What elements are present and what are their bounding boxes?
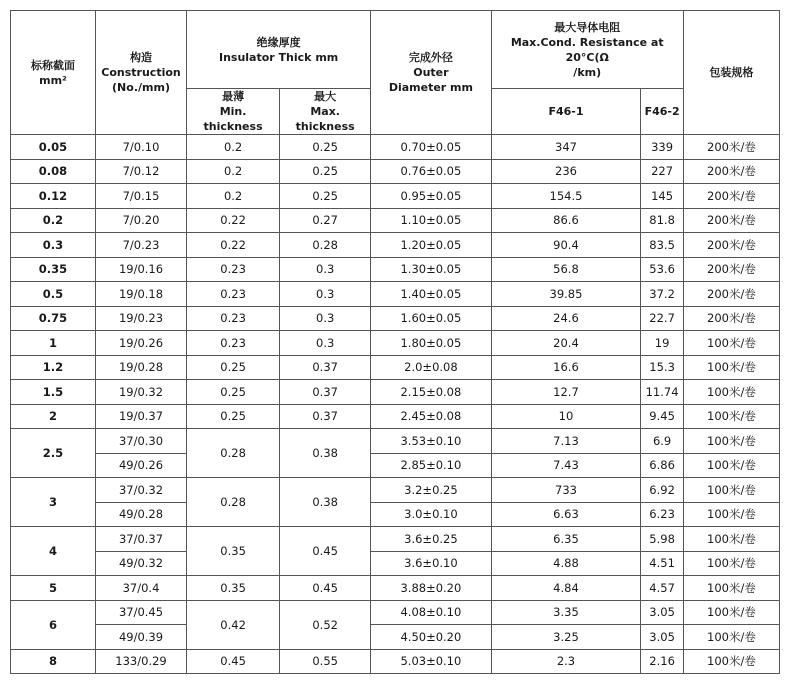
cell-f46-1: 3.25 bbox=[491, 625, 641, 650]
cell-f46-1: 6.35 bbox=[491, 527, 641, 552]
cell-construction: 19/0.18 bbox=[95, 282, 186, 307]
header-construction-en: Construction bbox=[101, 66, 181, 79]
table-row bbox=[11, 576, 780, 601]
cell-f46-2: 6.92 bbox=[641, 478, 683, 503]
cell-packing: 100米/卷 bbox=[683, 331, 779, 356]
cell-construction: 7/0.23 bbox=[95, 233, 186, 258]
cell-packing: 100米/卷 bbox=[683, 551, 779, 576]
cell-section: 0.75 bbox=[11, 306, 96, 331]
table-row bbox=[11, 551, 780, 576]
cell-outer-diameter: 3.6±0.25 bbox=[371, 527, 491, 552]
header-construction bbox=[95, 11, 186, 135]
cell-packing: 200米/卷 bbox=[683, 306, 779, 331]
cell-max-thickness: 0.3 bbox=[280, 331, 371, 356]
header-min-cn: 最薄 bbox=[222, 90, 245, 103]
cell-packing: 100米/卷 bbox=[683, 625, 779, 650]
cell-max-thickness: 0.37 bbox=[280, 404, 371, 429]
cell-packing: 100米/卷 bbox=[683, 478, 779, 503]
table-row bbox=[11, 159, 780, 184]
cell-f46-1: 6.63 bbox=[491, 502, 641, 527]
cell-min-thickness: 0.22 bbox=[187, 208, 280, 233]
cell-construction: 37/0.4 bbox=[95, 576, 186, 601]
cell-packing: 100米/卷 bbox=[683, 404, 779, 429]
header-max-en: Max. thickness bbox=[295, 105, 355, 133]
cell-f46-2: 339 bbox=[641, 135, 683, 160]
cell-max-thickness: 0.3 bbox=[280, 257, 371, 282]
cell-min-thickness: 0.23 bbox=[187, 257, 280, 282]
cell-construction: 19/0.32 bbox=[95, 380, 186, 405]
cell-max-thickness: 0.28 bbox=[280, 233, 371, 258]
cell-f46-2: 15.3 bbox=[641, 355, 683, 380]
table-row bbox=[11, 306, 780, 331]
cell-section: 5 bbox=[11, 576, 96, 601]
cell-f46-1: 20.4 bbox=[491, 331, 641, 356]
cell-min-thickness: 0.23 bbox=[187, 306, 280, 331]
cell-packing: 100米/卷 bbox=[683, 576, 779, 601]
cell-section: 2 bbox=[11, 404, 96, 429]
cell-max-thickness: 0.38 bbox=[280, 429, 371, 478]
cell-packing: 100米/卷 bbox=[683, 429, 779, 454]
cell-construction: 19/0.26 bbox=[95, 331, 186, 356]
cell-packing: 200米/卷 bbox=[683, 135, 779, 160]
cell-section: 4 bbox=[11, 527, 96, 576]
cell-section: 0.2 bbox=[11, 208, 96, 233]
table-row bbox=[11, 282, 780, 307]
header-f46-2: F46-2 bbox=[641, 89, 683, 135]
cell-max-thickness: 0.38 bbox=[280, 478, 371, 527]
cell-packing: 200米/卷 bbox=[683, 208, 779, 233]
table-row bbox=[11, 600, 780, 625]
cell-f46-1: 56.8 bbox=[491, 257, 641, 282]
cell-min-thickness: 0.23 bbox=[187, 331, 280, 356]
cell-outer-diameter: 1.30±0.05 bbox=[371, 257, 491, 282]
cell-max-thickness: 0.27 bbox=[280, 208, 371, 233]
cell-outer-diameter: 2.15±0.08 bbox=[371, 380, 491, 405]
cell-f46-1: 90.4 bbox=[491, 233, 641, 258]
cell-min-thickness: 0.28 bbox=[187, 429, 280, 478]
cell-section: 0.3 bbox=[11, 233, 96, 258]
cell-section: 3 bbox=[11, 478, 96, 527]
cell-f46-1: 154.5 bbox=[491, 184, 641, 209]
cell-construction: 49/0.32 bbox=[95, 551, 186, 576]
cell-max-thickness: 0.3 bbox=[280, 282, 371, 307]
table-row bbox=[11, 135, 780, 160]
cell-f46-2: 6.9 bbox=[641, 429, 683, 454]
cell-outer-diameter: 3.0±0.10 bbox=[371, 502, 491, 527]
cell-f46-1: 16.6 bbox=[491, 355, 641, 380]
cell-construction: 49/0.28 bbox=[95, 502, 186, 527]
cell-max-thickness: 0.55 bbox=[280, 649, 371, 674]
cell-f46-2: 4.57 bbox=[641, 576, 683, 601]
header-outer-unit: Diameter mm bbox=[388, 81, 473, 94]
cell-max-thickness: 0.37 bbox=[280, 380, 371, 405]
cell-packing: 100米/卷 bbox=[683, 527, 779, 552]
cell-f46-2: 83.5 bbox=[641, 233, 683, 258]
cell-outer-diameter: 1.60±0.05 bbox=[371, 306, 491, 331]
header-packing bbox=[683, 11, 779, 135]
cell-max-thickness: 0.25 bbox=[280, 159, 371, 184]
cell-packing: 100米/卷 bbox=[683, 453, 779, 478]
cell-packing: 200米/卷 bbox=[683, 257, 779, 282]
cell-outer-diameter: 1.80±0.05 bbox=[371, 331, 491, 356]
header-resistance-unit: /km) bbox=[573, 65, 602, 79]
cell-f46-2: 81.8 bbox=[641, 208, 683, 233]
cell-min-thickness: 0.22 bbox=[187, 233, 280, 258]
header-construction-unit: (No./mm) bbox=[112, 81, 170, 94]
cell-construction: 49/0.26 bbox=[95, 453, 186, 478]
cell-min-thickness: 0.35 bbox=[187, 576, 280, 601]
table-row bbox=[11, 233, 780, 258]
cell-f46-1: 39.85 bbox=[491, 282, 641, 307]
cell-construction: 19/0.28 bbox=[95, 355, 186, 380]
header-resistance-en: Max.Cond. Resistance at 20°C(Ω bbox=[510, 35, 664, 64]
cell-f46-2: 19 bbox=[641, 331, 683, 356]
cell-packing: 100米/卷 bbox=[683, 600, 779, 625]
cell-construction: 19/0.23 bbox=[95, 306, 186, 331]
table-row bbox=[11, 453, 780, 478]
header-section-cn: 标称截面 bbox=[30, 58, 75, 72]
cell-f46-1: 86.6 bbox=[491, 208, 641, 233]
cell-outer-diameter: 0.70±0.05 bbox=[371, 135, 491, 160]
cell-packing: 200米/卷 bbox=[683, 282, 779, 307]
table-row bbox=[11, 429, 780, 454]
cell-construction: 7/0.12 bbox=[95, 159, 186, 184]
cell-outer-diameter: 2.45±0.08 bbox=[371, 404, 491, 429]
cell-outer-diameter: 4.08±0.10 bbox=[371, 600, 491, 625]
cell-section: 0.05 bbox=[11, 135, 96, 160]
table-row bbox=[11, 478, 780, 503]
cell-min-thickness: 0.23 bbox=[187, 282, 280, 307]
spec-table bbox=[10, 10, 780, 674]
cell-f46-1: 24.6 bbox=[491, 306, 641, 331]
header-construction-cn: 构造 bbox=[130, 51, 153, 64]
cell-max-thickness: 0.45 bbox=[280, 576, 371, 601]
cell-outer-diameter: 5.03±0.10 bbox=[371, 649, 491, 674]
cell-f46-2: 22.7 bbox=[641, 306, 683, 331]
cell-max-thickness: 0.37 bbox=[280, 355, 371, 380]
cell-f46-1: 7.13 bbox=[491, 429, 641, 454]
cell-f46-2: 2.16 bbox=[641, 649, 683, 674]
cell-section: 1.5 bbox=[11, 380, 96, 405]
cell-construction: 19/0.16 bbox=[95, 257, 186, 282]
cell-outer-diameter: 0.95±0.05 bbox=[371, 184, 491, 209]
cell-outer-diameter: 1.20±0.05 bbox=[371, 233, 491, 258]
header-outer-en: Outer bbox=[413, 66, 449, 79]
table-row bbox=[11, 208, 780, 233]
cell-packing: 200米/卷 bbox=[683, 184, 779, 209]
cell-construction: 37/0.32 bbox=[95, 478, 186, 503]
cell-max-thickness: 0.25 bbox=[280, 184, 371, 209]
cell-packing: 100米/卷 bbox=[683, 380, 779, 405]
cell-outer-diameter: 1.10±0.05 bbox=[371, 208, 491, 233]
cell-section: 2.5 bbox=[11, 429, 96, 478]
cell-f46-2: 37.2 bbox=[641, 282, 683, 307]
cell-outer-diameter: 3.6±0.10 bbox=[371, 551, 491, 576]
header-max-cn: 最大 bbox=[314, 90, 337, 103]
cell-min-thickness: 0.2 bbox=[187, 159, 280, 184]
table-row bbox=[11, 257, 780, 282]
cell-section: 1.2 bbox=[11, 355, 96, 380]
cell-min-thickness: 0.25 bbox=[187, 404, 280, 429]
cell-construction: 7/0.20 bbox=[95, 208, 186, 233]
cell-min-thickness: 0.42 bbox=[187, 600, 280, 649]
cell-f46-2: 4.51 bbox=[641, 551, 683, 576]
header-min-thickness bbox=[187, 89, 280, 135]
cell-max-thickness: 0.3 bbox=[280, 306, 371, 331]
table-row bbox=[11, 527, 780, 552]
header-resistance bbox=[491, 11, 683, 89]
cell-section: 0.08 bbox=[11, 159, 96, 184]
cell-f46-1: 7.43 bbox=[491, 453, 641, 478]
cell-f46-1: 236 bbox=[491, 159, 641, 184]
cell-section: 6 bbox=[11, 600, 96, 649]
table-row bbox=[11, 625, 780, 650]
cell-f46-1: 347 bbox=[491, 135, 641, 160]
cell-f46-2: 6.23 bbox=[641, 502, 683, 527]
cell-construction: 19/0.37 bbox=[95, 404, 186, 429]
table-row bbox=[11, 649, 780, 674]
cell-section: 8 bbox=[11, 649, 96, 674]
cell-f46-2: 3.05 bbox=[641, 625, 683, 650]
cell-f46-2: 11.74 bbox=[641, 380, 683, 405]
table-row bbox=[11, 502, 780, 527]
cell-packing: 100米/卷 bbox=[683, 355, 779, 380]
cell-f46-1: 4.84 bbox=[491, 576, 641, 601]
cell-f46-1: 3.35 bbox=[491, 600, 641, 625]
header-insulator bbox=[187, 11, 371, 89]
table-row bbox=[11, 355, 780, 380]
table-row bbox=[11, 380, 780, 405]
cell-packing: 200米/卷 bbox=[683, 159, 779, 184]
cell-f46-2: 227 bbox=[641, 159, 683, 184]
header-outer-cn: 完成外径 bbox=[408, 51, 453, 64]
cell-f46-2: 3.05 bbox=[641, 600, 683, 625]
header-insulator-en: Insulator Thick mm bbox=[218, 50, 339, 64]
header-insulator-cn: 绝缘厚度 bbox=[256, 35, 301, 49]
cell-section: 0.5 bbox=[11, 282, 96, 307]
cell-construction: 49/0.39 bbox=[95, 625, 186, 650]
cell-f46-1: 2.3 bbox=[491, 649, 641, 674]
cell-min-thickness: 0.28 bbox=[187, 478, 280, 527]
cell-outer-diameter: 2.85±0.10 bbox=[371, 453, 491, 478]
cell-packing: 200米/卷 bbox=[683, 233, 779, 258]
cell-f46-1: 4.88 bbox=[491, 551, 641, 576]
cell-min-thickness: 0.25 bbox=[187, 380, 280, 405]
cell-f46-2: 5.98 bbox=[641, 527, 683, 552]
cell-outer-diameter: 2.0±0.08 bbox=[371, 355, 491, 380]
cell-f46-2: 9.45 bbox=[641, 404, 683, 429]
table-row bbox=[11, 331, 780, 356]
cell-construction: 133/0.29 bbox=[95, 649, 186, 674]
cell-construction: 37/0.37 bbox=[95, 527, 186, 552]
table-row bbox=[11, 184, 780, 209]
cell-section: 0.35 bbox=[11, 257, 96, 282]
cell-min-thickness: 0.35 bbox=[187, 527, 280, 576]
header-f46-1: F46-1 bbox=[491, 89, 641, 135]
cell-max-thickness: 0.52 bbox=[280, 600, 371, 649]
cell-max-thickness: 0.45 bbox=[280, 527, 371, 576]
header-max-thickness bbox=[280, 89, 371, 135]
cell-min-thickness: 0.25 bbox=[187, 355, 280, 380]
cell-construction: 7/0.10 bbox=[95, 135, 186, 160]
cell-packing: 100米/卷 bbox=[683, 649, 779, 674]
header-resistance-cn: 最大导体电阻 bbox=[554, 20, 621, 34]
cell-outer-diameter: 4.50±0.20 bbox=[371, 625, 491, 650]
cell-outer-diameter: 3.2±0.25 bbox=[371, 478, 491, 503]
cell-min-thickness: 0.2 bbox=[187, 184, 280, 209]
header-min-en: Min. thickness bbox=[203, 105, 263, 133]
cell-outer-diameter: 3.88±0.20 bbox=[371, 576, 491, 601]
cell-f46-2: 53.6 bbox=[641, 257, 683, 282]
cell-section: 0.12 bbox=[11, 184, 96, 209]
cell-outer-diameter: 0.76±0.05 bbox=[371, 159, 491, 184]
cell-section: 1 bbox=[11, 331, 96, 356]
cell-construction: 7/0.15 bbox=[95, 184, 186, 209]
table-row bbox=[11, 404, 780, 429]
cell-min-thickness: 0.2 bbox=[187, 135, 280, 160]
cell-construction: 37/0.45 bbox=[95, 600, 186, 625]
cell-f46-1: 10 bbox=[491, 404, 641, 429]
cell-f46-1: 12.7 bbox=[491, 380, 641, 405]
cell-f46-2: 145 bbox=[641, 184, 683, 209]
header-packing-label: 包装规格 bbox=[709, 66, 754, 79]
cell-construction: 37/0.30 bbox=[95, 429, 186, 454]
cell-min-thickness: 0.45 bbox=[187, 649, 280, 674]
cell-f46-2: 6.86 bbox=[641, 453, 683, 478]
header-section bbox=[11, 11, 96, 135]
header-outer bbox=[371, 11, 491, 135]
header-section-en: mm² bbox=[39, 73, 67, 87]
cell-f46-1: 733 bbox=[491, 478, 641, 503]
cell-packing: 100米/卷 bbox=[683, 502, 779, 527]
cell-max-thickness: 0.25 bbox=[280, 135, 371, 160]
cell-outer-diameter: 3.53±0.10 bbox=[371, 429, 491, 454]
cell-outer-diameter: 1.40±0.05 bbox=[371, 282, 491, 307]
